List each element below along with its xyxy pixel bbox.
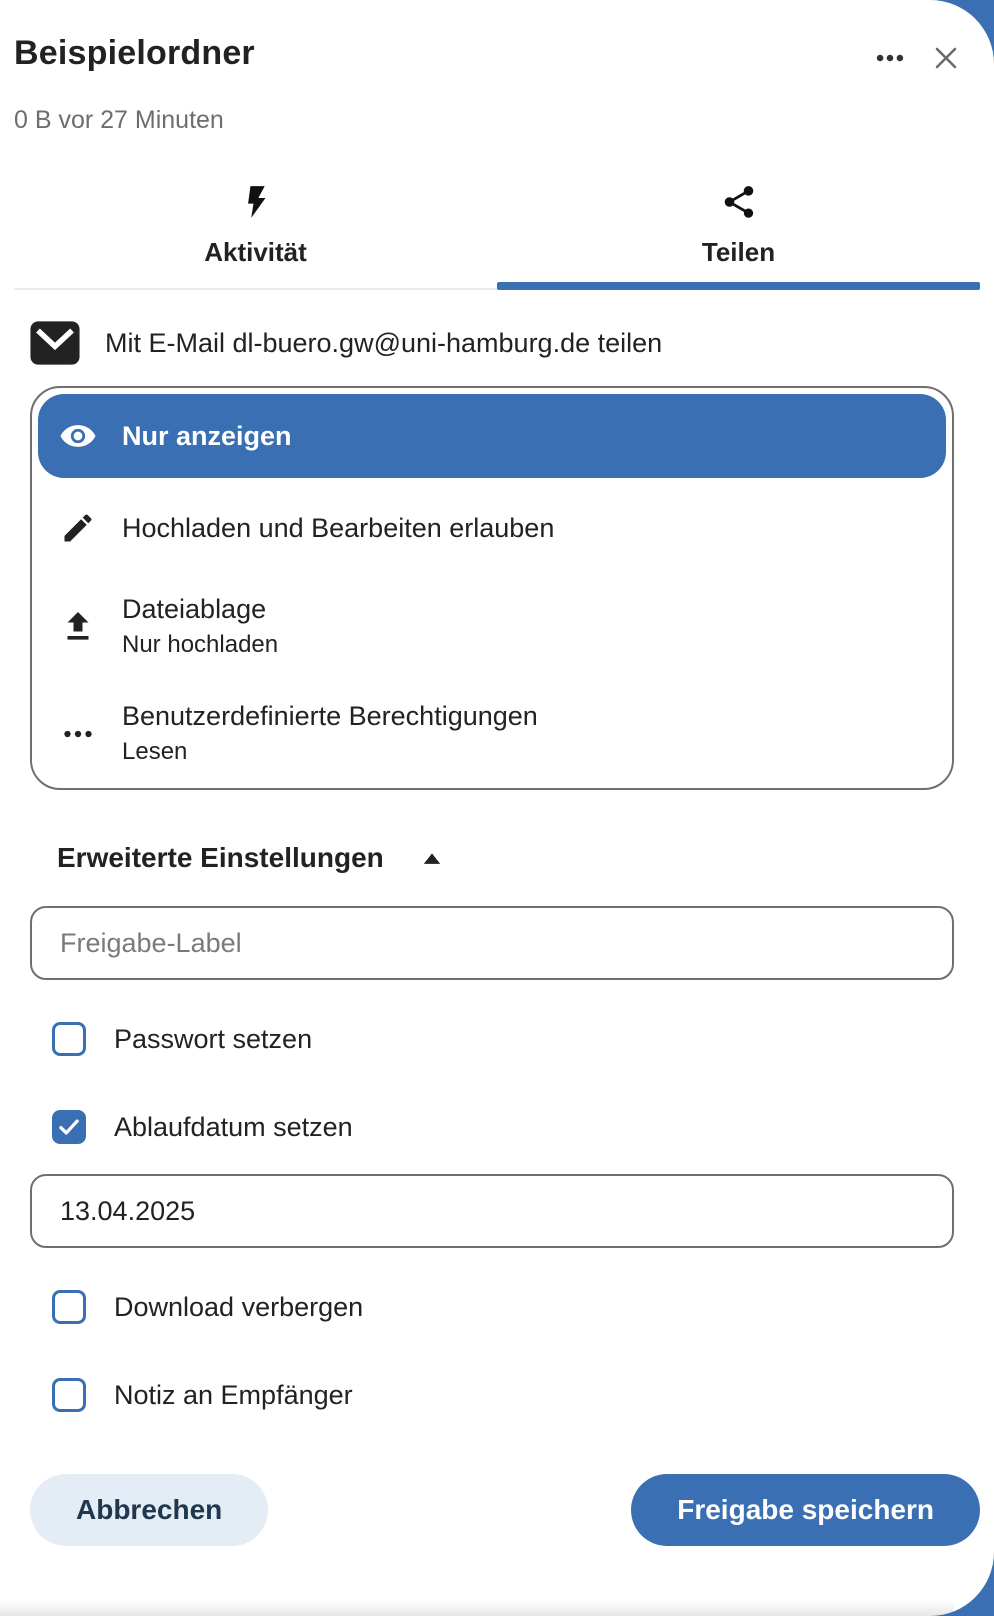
eye-icon [58,416,98,456]
note-checkbox-row[interactable] [52,1378,994,1412]
expiration-checkbox-label: Ablaufdatum setzen [114,1111,353,1142]
footer-actions [30,1474,980,1546]
permission-option-custom[interactable] [38,685,946,782]
more-actions-icon [873,41,907,75]
advanced-settings-label: Erweiterte Einstellungen [57,842,384,873]
password-checkbox[interactable] [52,1022,86,1056]
share-icon [720,183,758,221]
lightning-icon [237,183,275,221]
permission-option-label: Benutzerdefinierte Berechtigungen [122,701,538,731]
more-actions-button[interactable] [862,30,918,86]
tab-share-label: Teilen [701,237,776,267]
permission-option-view-only[interactable] [38,394,946,478]
permission-option-upload-edit[interactable] [38,488,946,568]
email-icon [27,318,83,368]
close-button[interactable] [918,30,974,86]
permission-option-file-drop[interactable] [38,578,946,675]
share-via-email-label: Mit E-Mail dl-buero.gw@uni-hamburg.de teilen [105,327,663,358]
upload-icon [58,609,98,645]
note-checkbox[interactable] [52,1378,86,1412]
note-checkbox-label: Notiz an Empfänger [114,1379,353,1410]
password-checkbox-row[interactable] [52,1022,994,1056]
expiration-date-input[interactable] [30,1174,954,1248]
password-checkbox-label: Passwort setzen [114,1023,313,1054]
chevron-up-icon [418,844,446,872]
expiration-checkbox[interactable] [52,1110,86,1144]
save-share-button[interactable]: Freigabe speichern [631,1474,980,1546]
tab-activity-label: Aktivität [204,237,307,267]
share-label-input[interactable] [30,906,954,980]
tab-share[interactable] [497,169,980,288]
header [0,0,994,86]
advanced-settings-toggle[interactable] [57,842,446,874]
file-meta-subtitle: 0 B vor 27 Minuten [14,106,224,134]
pencil-icon [58,510,98,546]
permission-option-label: Nur anzeigen [122,420,292,451]
hide-download-checkbox[interactable] [52,1290,86,1324]
page-title: Beispielordner [14,34,255,72]
hide-download-checkbox-label: Download verbergen [114,1291,364,1322]
close-icon [928,40,964,76]
permission-option-label: Hochladen und Bearbeiten erlauben [122,512,555,543]
tab-activity[interactable] [14,169,497,288]
dots-horizontal-icon [58,716,98,752]
share-via-email-row[interactable] [27,318,974,368]
cancel-button[interactable]: Abbrechen [30,1474,268,1546]
permission-options-group [30,386,954,790]
hide-download-checkbox-row[interactable] [52,1290,994,1324]
permission-option-label: Dateiablage [122,594,267,624]
permission-option-sublabel: Lesen [122,738,188,765]
permission-option-sublabel: Nur hochladen [122,631,279,658]
expiration-checkbox-row[interactable] [52,1110,994,1144]
tab-bar [14,169,980,290]
